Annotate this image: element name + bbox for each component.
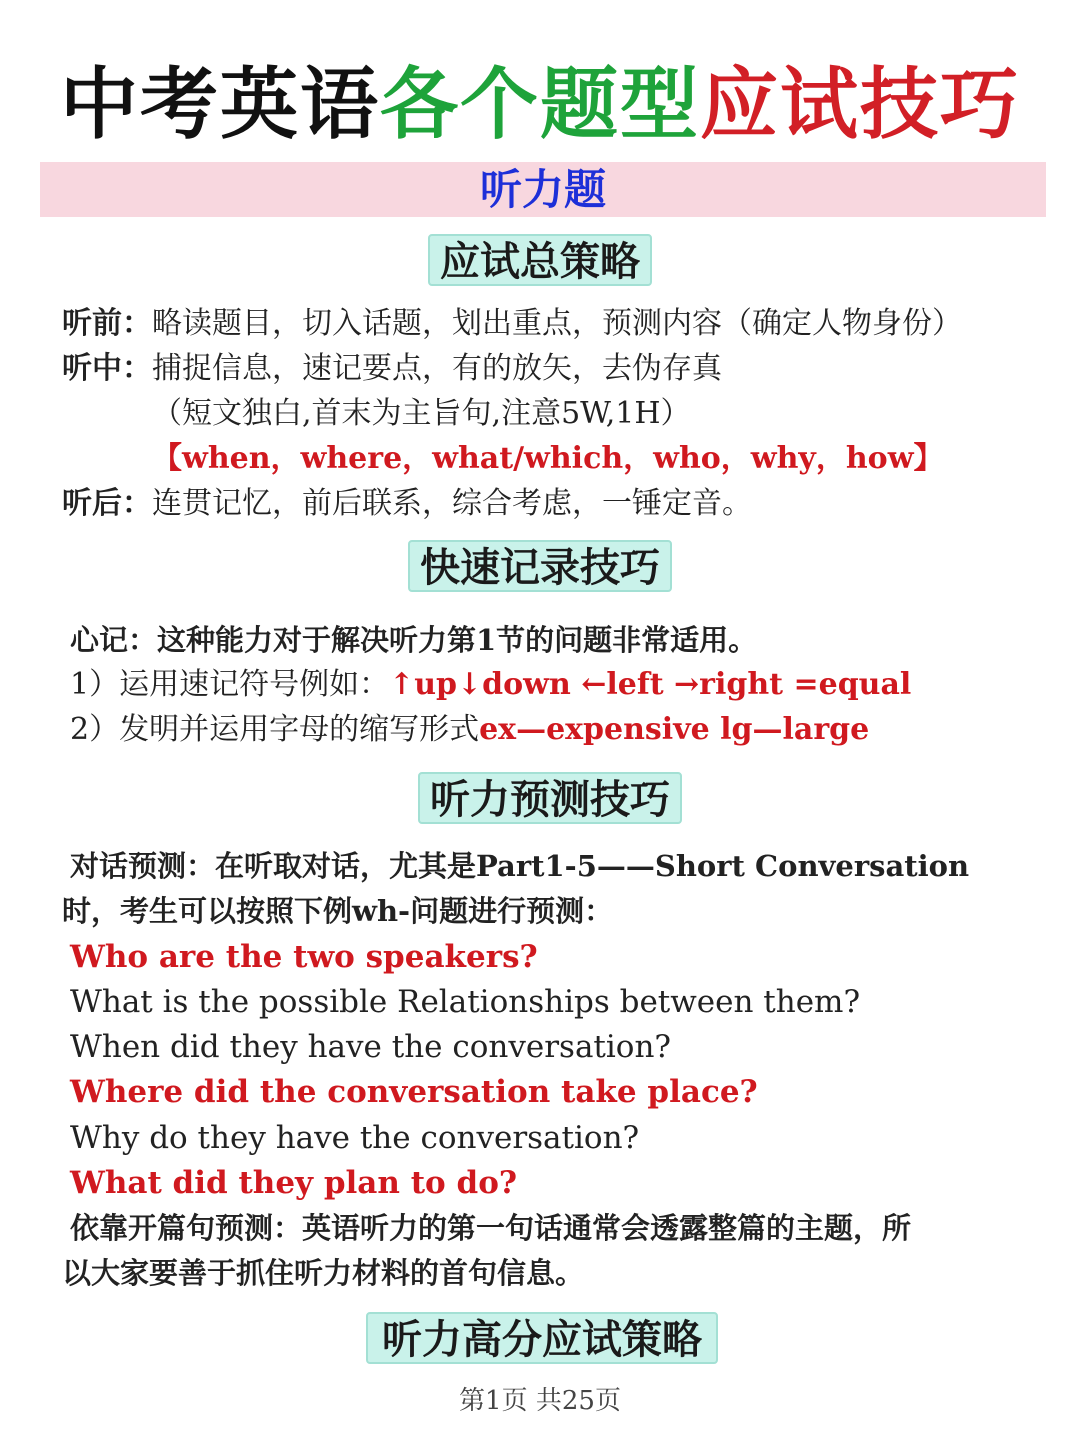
predict-intro-2: 时，考生可以按照下例wh-问题进行预测： <box>62 894 614 928</box>
rely-line-1: 依靠开篇句预测：英语听力的第一句话通常会透露整篇的主题，所 <box>70 1211 912 1245</box>
before-text: 略读题目，切入话题，划出重点，预测内容（确定人物身份） <box>152 306 962 341</box>
question-1: Who are the two speakers? <box>70 939 538 975</box>
section-overall-strategy: 应试总策略 <box>428 234 652 286</box>
section-quick-notes: 快速记录技巧 <box>408 540 672 592</box>
question-2: What is the possible Relationships between them? <box>70 984 861 1020</box>
page-title <box>0 42 1080 150</box>
during-text: 捕捉信息，速记要点，有的放矢，去伪存真 <box>152 351 722 386</box>
question-3: When did they have the conversation? <box>70 1029 672 1065</box>
page-number: 第1页 共25页 <box>459 1386 621 1416</box>
during-note: （短文独白,首末为主旨句,注意5W,1H） <box>152 396 691 431</box>
title-part-red: 应试技巧 <box>700 60 1021 150</box>
rely-line-2: 以大家要善于抓住听力材料的首句信息。 <box>62 1256 585 1290</box>
wh-words: 【when，where，what/which，who，why，how】 <box>152 441 944 476</box>
during-label: 听中： <box>62 351 152 386</box>
item2-abbr: ex—expensive lg—large <box>479 712 870 747</box>
section-high-score: 听力高分应试策略 <box>366 1312 718 1364</box>
after-label: 听后： <box>62 486 152 521</box>
item1-text: 1）运用速记符号例如： <box>70 667 390 702</box>
note-item-2 <box>70 710 869 750</box>
section-prediction: 听力预测技巧 <box>418 772 682 824</box>
title-part-black: 中考英语 <box>59 60 380 150</box>
predict-intro-1: 对话预测：在听取对话，尤其是Part1-5——Short Conversation <box>70 849 970 883</box>
after-text: 连贯记忆，前后联系，综合考虑，一锤定音。 <box>152 486 752 521</box>
question-6: What did they plan to do? <box>70 1165 518 1201</box>
question-4: Where did the conversation take place? <box>70 1074 758 1110</box>
note-item-1 <box>70 665 911 705</box>
listening-band: 听力题 <box>40 162 1046 217</box>
item1-symbols: ↑up↓down ←left →right =equal <box>389 667 912 702</box>
item2-text: 2）发明并运用字母的缩写形式 <box>70 712 480 747</box>
line-during <box>62 349 722 389</box>
title-part-green: 各个题型 <box>379 60 700 150</box>
question-5: Why do they have the conversation? <box>70 1120 640 1156</box>
line-before <box>62 304 962 344</box>
heart-note: 心记：这种能力对于解决听力第1节的问题非常适用。 <box>70 623 758 657</box>
line-after <box>62 484 752 524</box>
before-label: 听前： <box>62 306 152 341</box>
